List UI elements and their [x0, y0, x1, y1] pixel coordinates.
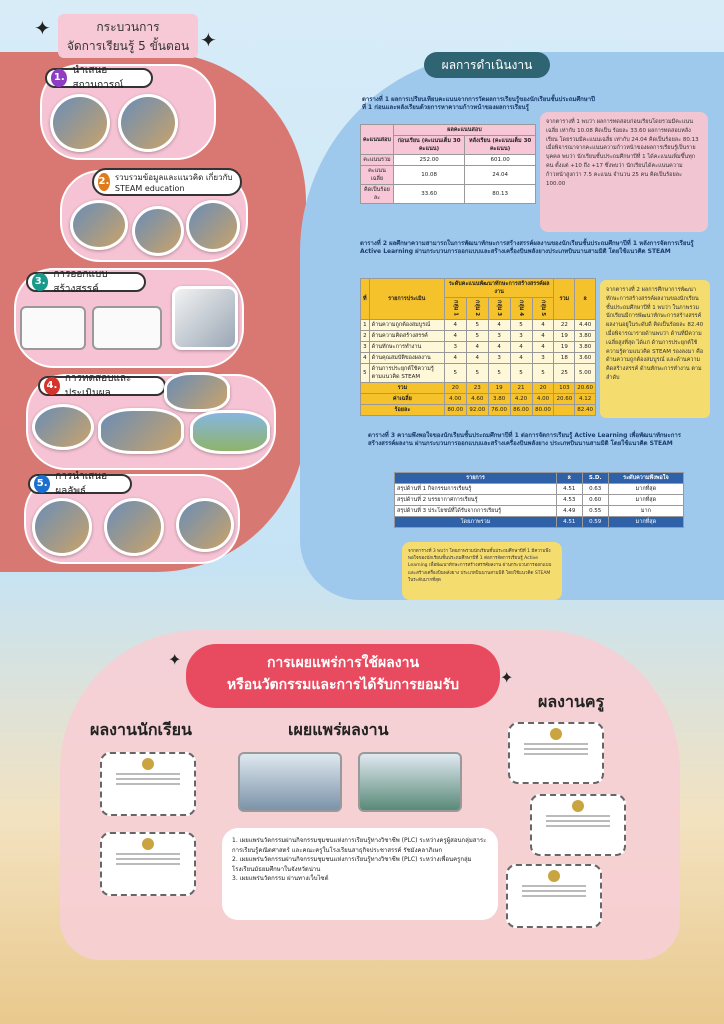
table-foot-row	[361, 383, 596, 394]
table2-foot-cell: 92.00	[466, 405, 488, 416]
table-row	[395, 484, 684, 495]
teacher-work-title: ผลงานครู	[538, 692, 605, 711]
table2-cell: 4	[466, 342, 488, 353]
step-4-label: การทดสอบและประเมินผล	[64, 373, 132, 399]
table2-cell: 3.60	[575, 353, 596, 364]
step-2-label: รวบรวมข้อมูลและแนวคิด เกี่ยวกับ STEAM education	[114, 173, 233, 193]
step-3-sketch-2	[92, 306, 162, 350]
sparkle-icon: ✦	[200, 28, 217, 52]
dissemination-photo-2	[358, 752, 462, 812]
step-5-number: 5.	[34, 475, 50, 493]
table2-col-sub: กลุ่ม 4	[510, 298, 532, 320]
step-2-photo-mid	[132, 206, 184, 256]
step-5-photo-mid	[104, 498, 164, 556]
table2-foot-cell: 103	[554, 383, 575, 394]
table2-foot-cell: 80.00	[532, 405, 554, 416]
table1-caption: ตารางที่ 1 ผลการเปรียบเทียบคะแนนจากการวัดผลการเรียนรู้ของนักเรียนชั้นประถมศึกษาปีที่ 1 ก่อนและหลังเรียนด้วยการหาความก้าวหน้าของผลการเรียนรู้	[362, 96, 595, 112]
table1-cell: 33.60	[393, 185, 464, 204]
table2-col-group: ระดับคะแนนพัฒนาทักษะการสร้างสรรค์ผลงาน	[444, 279, 554, 298]
table1-cell: 10.08	[393, 166, 464, 185]
table2-cell: 18	[554, 353, 575, 364]
table1-cell: 601.00	[465, 155, 536, 166]
table2-foot-cell: 20	[444, 383, 466, 394]
table2-foot-cell: 3.80	[488, 394, 510, 405]
teacher-certificate-2	[530, 794, 626, 856]
table2-foot-cell: 20	[532, 383, 554, 394]
table3-cell: 4.53	[556, 495, 582, 506]
step-1-photo-left	[50, 94, 110, 152]
table2-cell: 5	[532, 364, 554, 383]
step-4-photo-1	[164, 372, 230, 412]
left-title-line1: กระบวนการ	[96, 20, 160, 34]
table2-foot-label: รวม	[361, 383, 445, 394]
table2-cell: 4	[444, 320, 466, 331]
table-row	[361, 331, 596, 342]
seal-icon	[572, 800, 584, 812]
table2-foot-cell: 86.00	[510, 405, 532, 416]
table2-foot-cell	[554, 405, 575, 416]
table2-caption: ตารางที่ 2 ผลศึกษาความสามารถในการพัฒนาทักษะการสร้างสรรค์ผลงานของนักเรียนชั้นประถมศึกษาปีที่ 1 หลังการจัดการเรียนรู้ Active Learning ผ่านกระบวนการออกแบบและสร้างเครื่องบินพลังยางประเภทบินนานสามมิติ โดยใช้แนวคิด STEAM	[360, 240, 694, 256]
table2-cell: 5	[444, 364, 466, 383]
table2-col-sub: กลุ่ม 3	[488, 298, 510, 320]
table-foot-row	[361, 405, 596, 416]
dissemination-item-2: 2. เผยแพร่นวัตกรรมผ่านกิจกรรมชุมชนแห่งการเรียนรู้ทางวิชาชีพ (PLC) ระหว่างเพื่อนครูกลุ่มโรงเรียนมัธยมศึกษาในจังหวัดน่าน	[232, 856, 472, 873]
table3-head-cell: x̄	[556, 473, 582, 484]
table2-cell: 4	[532, 320, 554, 331]
seal-icon	[142, 838, 154, 850]
table2-cell: 3.80	[575, 342, 596, 353]
table3-total-cell: โดยภาพรวม	[395, 517, 557, 528]
table3-cell: 0.55	[582, 506, 608, 517]
table2-cell: 4	[361, 353, 370, 364]
table2-foot-cell: 80.00	[444, 405, 466, 416]
table3-cell: 0.63	[582, 484, 608, 495]
table2-foot-cell: 21	[510, 383, 532, 394]
table3-head-cell: รายการ	[395, 473, 557, 484]
step-3-sketch-1	[20, 306, 86, 350]
table2-cell: 2	[361, 331, 370, 342]
bottom-title-line2: หรือนวัตกรรมและการได้รับการยอมรับ	[226, 677, 460, 693]
step-3-badge	[26, 269, 146, 295]
table2-foot-cell: 20.60	[554, 394, 575, 405]
sparkle-icon: ✦	[34, 16, 51, 40]
step-1-badge	[45, 65, 153, 91]
table3-cell: สรุปด้านที่ 2 บรรยากาศการเรียนรู้	[395, 495, 557, 506]
table2-cell: 5	[466, 331, 488, 342]
table2-cell: ด้านทักษะการทำงาน	[369, 342, 444, 353]
table3-cell: 4.49	[556, 506, 582, 517]
table-row	[395, 506, 684, 517]
table2-col-sub: กลุ่ม 5	[532, 298, 554, 320]
table2-cell: 4	[444, 353, 466, 364]
table2-cell: 5	[361, 364, 370, 383]
table2-cell: 5.00	[575, 364, 596, 383]
table3-head-cell: S.D.	[582, 473, 608, 484]
seal-icon	[548, 870, 560, 882]
seal-icon	[142, 758, 154, 770]
table-row	[395, 495, 684, 506]
table-row	[361, 185, 536, 204]
sparkle-icon: ✦	[168, 650, 182, 669]
results-title: ผลการดำเนินงาน	[424, 52, 550, 78]
table2-cell: 3.80	[575, 331, 596, 342]
table2-cell: 3	[488, 353, 510, 364]
table3-cell: สรุปด้านที่ 1 กิจกรรมการเรียนรู้	[395, 484, 557, 495]
sparkle-icon: ✦	[500, 668, 514, 687]
table-row	[361, 155, 536, 166]
bottom-title-line1: การเผยแพร่การใช้ผลงาน	[266, 655, 420, 671]
step-2-number: 2.	[98, 173, 110, 191]
dissemination-item-3: 3. เผยแพร่นวัตกรรม ผ่านทางเว็บไซต์	[232, 875, 329, 883]
table1	[360, 124, 536, 204]
step-2-badge	[92, 168, 242, 196]
table2-cell: 4	[510, 342, 532, 353]
table3-note: จากตารางที่ 3 พบว่า โดยภาพรวมนักเรียนชั้นประถมศึกษาปีที่ 1 มีความพึงพอใจของนักเรียนชั้นประถมศึกษาปีที่ 1 ต่อการจัดการเรียนรู้ Active Learning เพื่อพัฒนาทักษะการสร้างสรรค์ผลงาน ผ่านกระบวนการออกแบบและสร้างเครื่องบินพลังยาง ประเภทบินนานสามมิติ โดยใช้แนวคิด STEAM ในระดับมากที่สุด	[402, 542, 562, 600]
step-2-photo-left	[70, 200, 128, 250]
table3-total-cell: มากที่สุด	[608, 517, 683, 528]
table2-foot-cell: 82.40	[575, 405, 596, 416]
table-row	[361, 364, 596, 383]
table2-cell: 4	[466, 353, 488, 364]
table3-cell: สรุปด้านที่ 3 ประโยชน์ที่ได้รับจากการเรียนรู้	[395, 506, 557, 517]
table-row	[361, 342, 596, 353]
table1-head-before: ก่อนเรียน (คะแนนเต็ม 30 คะแนน)	[393, 136, 464, 155]
table1-head-group: ผลคะแนนสอบ	[393, 125, 535, 136]
student-work-title: ผลงานนักเรียน	[90, 720, 192, 739]
student-certificate-2	[100, 832, 196, 896]
table-row	[361, 320, 596, 331]
table-row	[361, 353, 596, 364]
table3-cell: มากที่สุด	[608, 495, 683, 506]
table2-foot-cell: 4.12	[575, 394, 596, 405]
step-1-label: นำเสนอสถานการณ์	[72, 65, 124, 91]
table3	[394, 472, 684, 528]
table2-cell: ด้านการประยุกต์ใช้ความรู้ ตามแนวคิด STEAM	[369, 364, 444, 383]
table2-foot-cell: 19	[488, 383, 510, 394]
step-3-label: การออกแบบสร้างสรรค์	[53, 269, 108, 295]
table1-cell: คะแนนรวม	[361, 155, 394, 166]
table2-cell: 4	[444, 331, 466, 342]
dissemination-item-1: 1. เผยแพร่นวัตกรรมผ่านกิจกรรมชุมชนแห่งการเรียนรู้ทางวิชาชีพ (PLC) ระหว่างครูผู้สอนกลุ่มสาระการเรียนรู้คณิตศาสตร์ และคณะครูในโรงเรียนสาธุกิจประชาสรรค์ รัชมังคลาภิเษก	[232, 837, 487, 854]
dissemination-title: เผยแพร่ผลงาน	[288, 720, 389, 739]
step-5-badge	[28, 471, 132, 497]
table3-cell: มากที่สุด	[608, 484, 683, 495]
table2-cell: 3	[532, 353, 554, 364]
table2-cell: 4	[510, 353, 532, 364]
table3-head-cell: ระดับความพึงพอใจ	[608, 473, 683, 484]
table1-head-left: คะแนนสอบ	[361, 125, 394, 155]
table1-cell: 80.13	[465, 185, 536, 204]
table2-cell: 4	[532, 342, 554, 353]
table2-cell: 3	[510, 331, 532, 342]
table2-cell: 4	[532, 331, 554, 342]
table2-cell: 4.40	[575, 320, 596, 331]
table2-foot-cell: 23	[466, 383, 488, 394]
table2	[360, 278, 596, 416]
table2-cell: 3	[361, 342, 370, 353]
table2-foot-cell: 4.00	[532, 394, 554, 405]
bottom-title-box	[186, 644, 500, 708]
table2-cell: 25	[554, 364, 575, 383]
teacher-certificate-1	[508, 722, 604, 784]
table2-cell: 5	[466, 320, 488, 331]
table2-foot-label: ค่าเฉลี่ย	[361, 394, 445, 405]
step-3-number: 3.	[32, 273, 48, 291]
step-3-plane-photo	[172, 286, 238, 350]
step-5-label: การนำเสนอผลลัพธ์	[55, 471, 108, 497]
step-1-photo-right	[118, 94, 178, 152]
table3-total-cell: 0.59	[582, 517, 608, 528]
table2-cell: ด้านความคิดสร้างสรรค์	[369, 331, 444, 342]
table2-cell: 19	[554, 342, 575, 353]
table2-foot-cell: 20.60	[575, 383, 596, 394]
table3-cell: 4.51	[556, 484, 582, 495]
table2-note: จากตารางที่ 2 ผลการศึกษาการพัฒนาทักษะการสร้างสรรค์ผลงานของนักเรียนชั้นประถมศึกษาปีที่ 1 พบว่า ในภาพรวมนักเรียนมีการพัฒนาทักษะการสร้างสรรค์ผลงานอยู่ในระดับดี คิดเป็นร้อยละ 82.40 เมื่อพิจารณารายด้านพบว่า ด้านที่มีความเฉลี่ยสูงที่สุด ได้แก่ ด้านการประยุกต์ใช้ความรู้ตามแนวคิด STEAM รองลงมา คือ ด้านความถูกต้องสมบูรณ์ และด้านความคิดสร้างสรรค์ ด้านทักษะการทำงาน ตามลำดับ	[600, 280, 710, 418]
step-5-photo-right	[176, 498, 234, 552]
table2-cell: 19	[554, 331, 575, 342]
student-certificate-1	[100, 752, 196, 816]
table2-foot-cell: 4.60	[466, 394, 488, 405]
table2-cell: 5	[510, 364, 532, 383]
table3-total-row	[395, 517, 684, 528]
step-1-number: 1.	[51, 69, 67, 87]
step-4-photo-3	[98, 408, 184, 454]
table1-note: จากตารางที่ 1 พบว่า ผลการทดสอบก่อนเรียนโดยรวมมีคะแนนเฉลี่ย เท่ากับ 10.08 คิดเป็น ร้อยละ 33.60 ผลการทดสอบหลังเรียน โดยรวมมีคะแนนเฉลี่ย เท่ากับ 24.04 คิดเป็นร้อยละ 80.13 เมื่อพิจารณาจากคะแนนความก้าวหน้าของผลการเรียนรู้เป็นรายบุคคล พบว่า นักเรียนชั้นประถมศึกษาปีที่ 1 ได้คะแนนเพิ่มขึ้นทุกคน ตั้งแต่ +10 ถึง +17 ซึ่งพบว่า นักเรียนได้คะแนนความก้าวหน้าสูงกว่า 7.5 คะแนน จำนวน 25 คน คิดเป็นร้อยละ 100.00	[540, 112, 708, 232]
table2-cell: 4	[488, 342, 510, 353]
table2-col-mean: x̄	[575, 279, 596, 320]
table2-cell: 5	[510, 320, 532, 331]
table2-foot-label: ร้อยละ	[361, 405, 445, 416]
table2-cell: 5	[466, 364, 488, 383]
table1-cell: 252.00	[393, 155, 464, 166]
table1-cell: 24.04	[465, 166, 536, 185]
step-4-number: 4.	[44, 377, 60, 395]
dissemination-photo-1	[238, 752, 342, 812]
step-4-badge	[38, 373, 166, 399]
table3-caption: ตารางที่ 3 ความพึงพอใจของนักเรียนชั้นประถมศึกษาปีที่ 1 ต่อการจัดการเรียนรู้ Active Learning เพื่อพัฒนาทักษะการสร้างสรรค์ผลงาน ผ่านกระบวนการออกแบบและสร้างเครื่องบินพลังยาง ประเภทบินนานสามมิติ โดยใช้แนวคิด STEAM	[368, 432, 681, 448]
step-2-photo-right	[186, 200, 240, 252]
table-foot-row	[361, 394, 596, 405]
table2-cell: ด้านความถูกต้องสมบูรณ์	[369, 320, 444, 331]
table2-foot-cell: 4.00	[444, 394, 466, 405]
table2-cell: 22	[554, 320, 575, 331]
seal-icon	[550, 728, 562, 740]
step-5-photo-left	[32, 498, 92, 556]
table2-cell: 4	[488, 320, 510, 331]
left-title-box	[58, 14, 198, 58]
table2-foot-cell: 76.00	[488, 405, 510, 416]
dissemination-list	[222, 828, 498, 920]
table2-col-no: ที่	[361, 279, 370, 320]
table2-cell: 3	[488, 331, 510, 342]
left-title-line2: จัดการเรียนรู้ 5 ขั้นตอน	[66, 39, 190, 53]
table2-cell: ด้านคุณสมบัติของผลงาน	[369, 353, 444, 364]
table2-col-sub: กลุ่ม 1	[444, 298, 466, 320]
step-4-photo-4	[190, 410, 270, 454]
step-4-photo-2	[32, 404, 94, 450]
teacher-certificate-3	[506, 864, 602, 928]
table3-cell: 0.60	[582, 495, 608, 506]
table2-cell: 3	[444, 342, 466, 353]
table3-cell: มาก	[608, 506, 683, 517]
table2-foot-cell: 4.20	[510, 394, 532, 405]
table1-cell: คะแนนเฉลี่ย	[361, 166, 394, 185]
table3-total-cell: 4.51	[556, 517, 582, 528]
table2-col-item: รายการประเมิน	[369, 279, 444, 320]
table2-col-sub: กลุ่ม 2	[466, 298, 488, 320]
table1-head-after: หลังเรียน (คะแนนเต็ม 30 คะแนน)	[465, 136, 536, 155]
table2-cell: 5	[488, 364, 510, 383]
table2-col-sum: รวม	[554, 279, 575, 320]
table1-cell: คิดเป็นร้อยละ	[361, 185, 394, 204]
table-row	[361, 166, 536, 185]
table2-cell: 1	[361, 320, 370, 331]
